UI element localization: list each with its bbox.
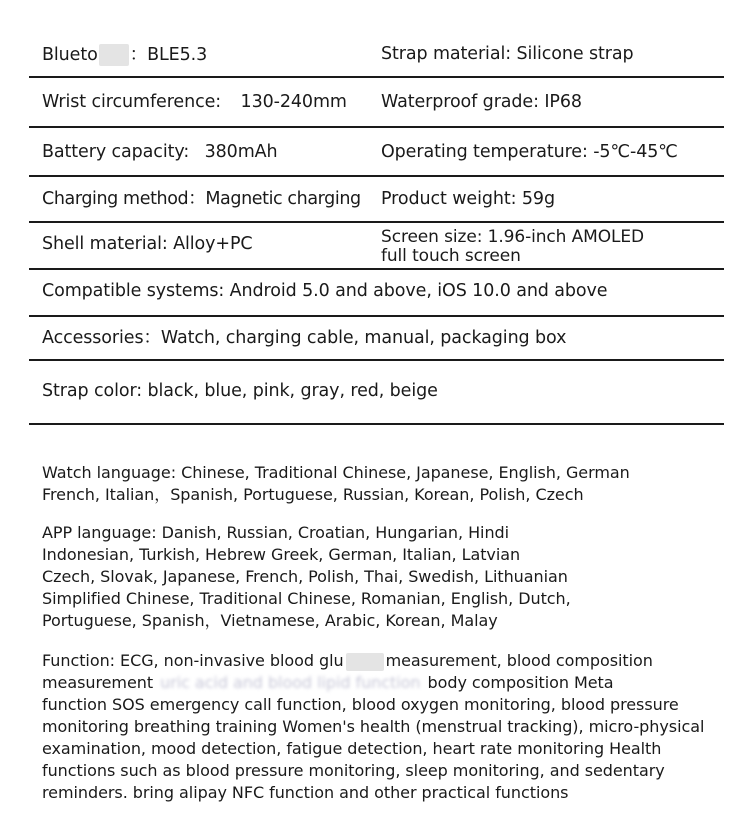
paragraph-line: Watch language: Chinese, Traditional Chinese, Japanese, English, German (42, 463, 630, 482)
paragraph-line: APP language: Danish, Russian, Croatian, Hungarian, Hindi (42, 523, 510, 542)
paragraph-line: reminders. bring alipay NFC function and other practical functions (42, 783, 569, 802)
paragraph-line (42, 672, 704, 694)
spec-charging: Charging method：Magnetic charging (42, 189, 361, 209)
redacted-patch (99, 44, 129, 66)
spec-battery (42, 142, 278, 162)
table-divider (29, 423, 724, 425)
function-text: measurement (42, 673, 154, 692)
spec-screen-line: full touch screen (381, 246, 521, 266)
spec-battery-label: Battery capacity: (42, 142, 190, 162)
function-paragraph (42, 650, 704, 804)
function-text: body composition Meta (427, 673, 614, 692)
spec-screen (381, 228, 644, 266)
spec-shell: Shell material: Alloy+PC (42, 234, 253, 254)
spec-weight: Product weight: 59g (381, 189, 555, 209)
spec-wrist (42, 92, 347, 112)
watch-language-paragraph (42, 462, 630, 506)
table-divider (29, 126, 724, 128)
spec-waterproof: Waterproof grade: IP68 (381, 92, 582, 112)
paragraph-line: Simplified Chinese, Traditional Chinese, Romanian, English, Dutch, (42, 589, 571, 608)
spec-strap-material: Strap material: Silicone strap (381, 44, 634, 64)
spec-bluetooth-label: Blueto (42, 45, 98, 65)
spec-bluetooth-value: ：BLE5.3 (129, 45, 208, 65)
paragraph-line: Portuguese, Spanish，Vietnamese, Arabic, Korean, Malay (42, 611, 498, 630)
blurred-text: uric acid and blood lipid function (160, 673, 421, 692)
table-divider (29, 315, 724, 317)
spec-accessories: Accessories：Watch, charging cable, manual, packaging box (42, 328, 567, 348)
spec-compatible: Compatible systems: Android 5.0 and above, iOS 10.0 and above (42, 281, 608, 301)
table-divider (29, 268, 724, 270)
redacted-patch (346, 653, 384, 671)
app-language-paragraph (42, 522, 571, 632)
spec-screen-line: Screen size: 1.96-inch AMOLED (381, 227, 645, 247)
spec-wrist-value: 130-240mm (240, 92, 347, 112)
paragraph-line: Indonesian, Turkish, Hebrew Greek, German, Italian, Latvian (42, 545, 521, 564)
paragraph-line: French, Italian，Spanish, Portuguese, Russian, Korean, Polish, Czech (42, 485, 584, 504)
spec-strap-color: Strap color: black, blue, pink, gray, red, beige (42, 381, 438, 401)
table-divider (29, 359, 724, 361)
spec-operating-temp: Operating temperature: -5℃-45℃ (381, 142, 678, 162)
table-divider (29, 76, 724, 78)
paragraph-line: examination, mood detection, fatigue detection, heart rate monitoring Health (42, 739, 662, 758)
spec-bluetooth (42, 44, 207, 66)
spec-wrist-label: Wrist circumference: (42, 92, 222, 112)
spec-battery-value: 380mAh (204, 142, 278, 162)
function-text: Function: ECG, non-invasive blood glu (42, 651, 344, 670)
table-divider (29, 221, 724, 223)
paragraph-line: function SOS emergency call function, blood oxygen monitoring, blood pressure (42, 695, 679, 714)
table-divider (29, 175, 724, 177)
paragraph-line: Czech, Slovak, Japanese, French, Polish, Thai, Swedish, Lithuanian (42, 567, 568, 586)
paragraph-line: monitoring breathing training Women's health (menstrual tracking), micro-physical (42, 717, 705, 736)
paragraph-line (42, 650, 704, 672)
function-text: measurement, blood composition (385, 651, 653, 670)
paragraph-line: functions such as blood pressure monitoring, sleep monitoring, and sedentary (42, 761, 665, 780)
